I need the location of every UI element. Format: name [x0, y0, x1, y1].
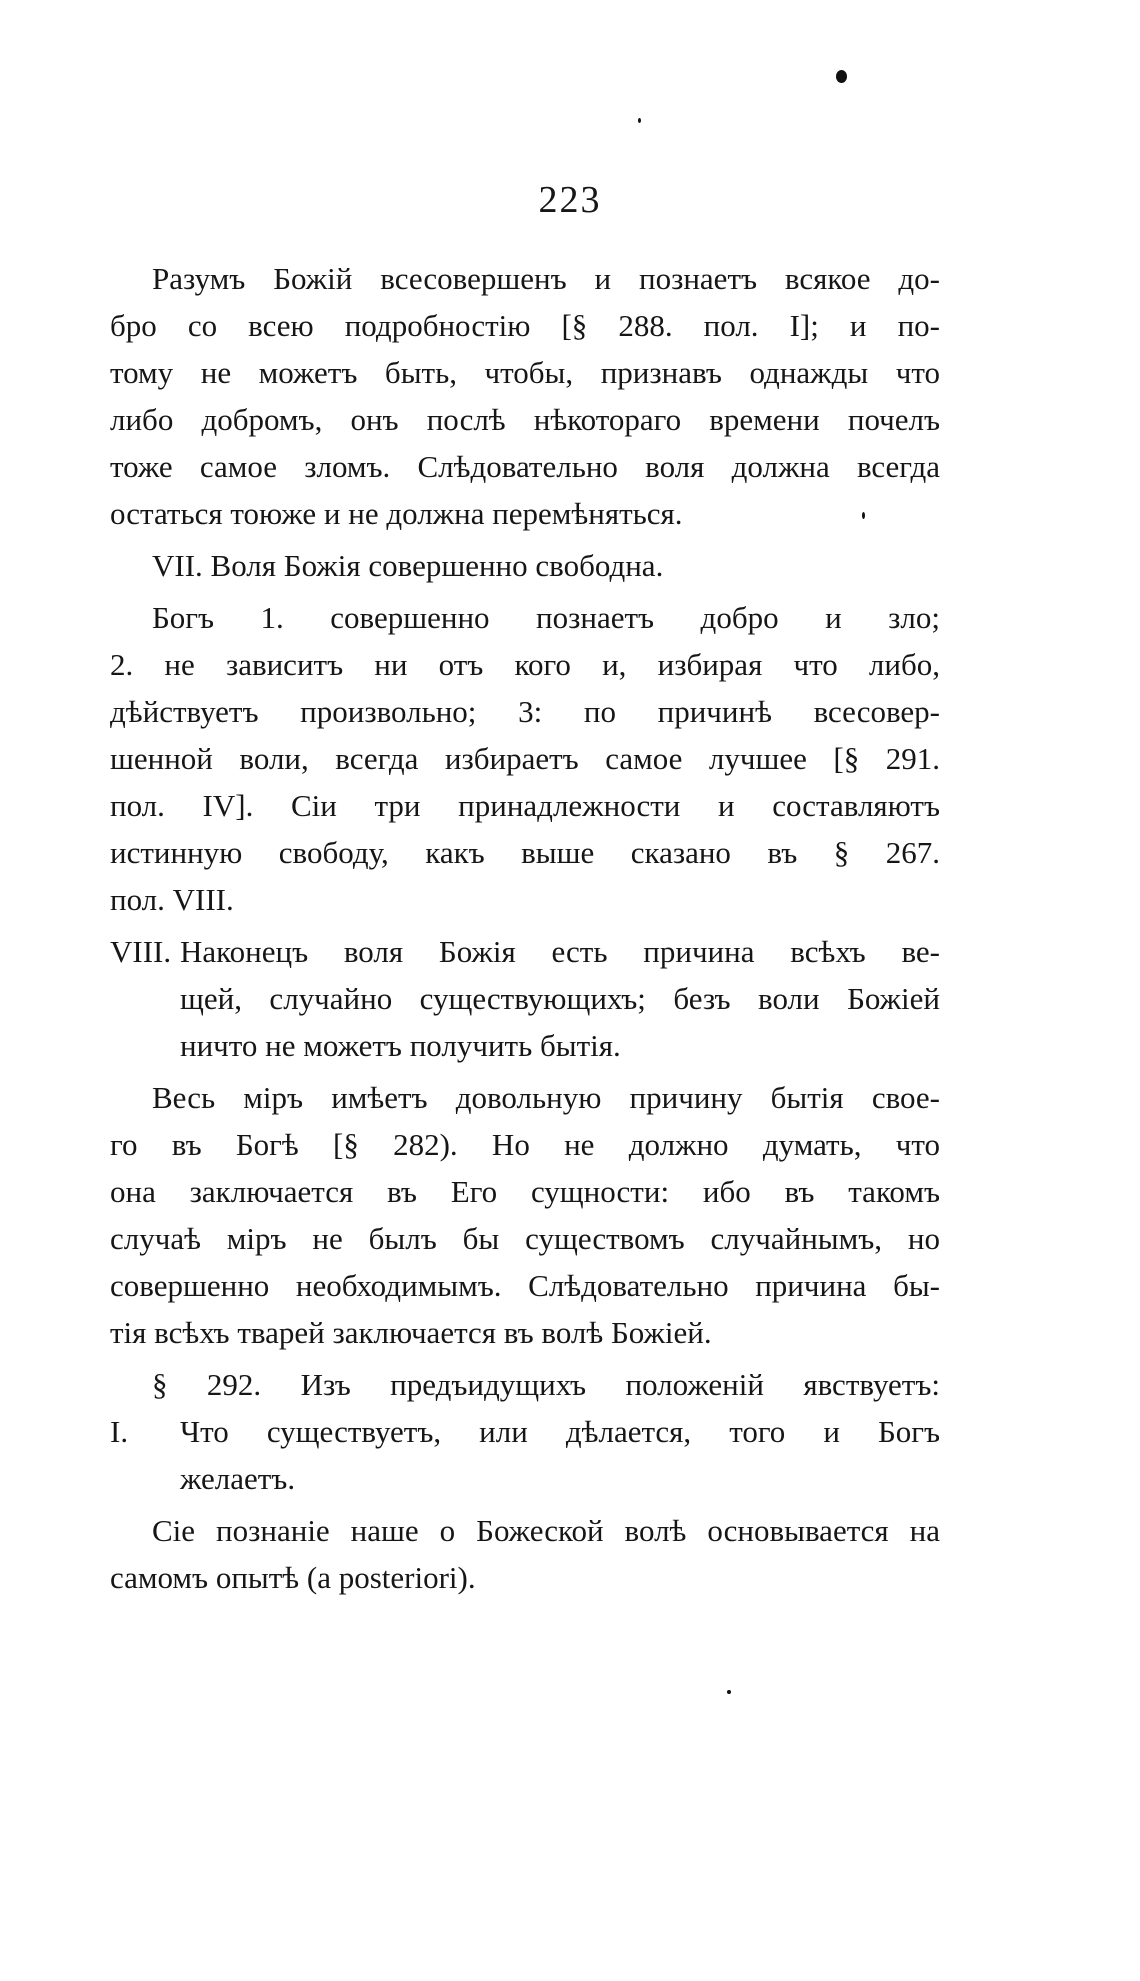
text-line: тоже самое зломъ. Слѣдовательно воля должна всегда	[110, 449, 940, 484]
paragraph	[110, 1361, 940, 1408]
page-number: 223	[538, 179, 602, 221]
text-line: тому не можетъ быть, чтобы, признавъ однажды что	[110, 355, 940, 390]
text-line: го въ Богѣ [§ 282). Но не должно думать, что	[110, 1127, 940, 1162]
text-line: случаѣ міръ не былъ бы существомъ случайнымъ, но	[110, 1221, 940, 1256]
text-line: Весь міръ имѣетъ довольную причину бытія свое-	[152, 1080, 940, 1115]
text-line: Разумъ Божій всесовершенъ и познаетъ всякое до-	[152, 261, 940, 296]
text-line: дѣйствуетъ произвольно; 3: по причинѣ всесовер-	[110, 694, 940, 729]
text-line: щей, случайно существующихъ; безъ воли Божіей	[180, 981, 940, 1016]
text-line: остаться тоюже и не должна перемѣняться.	[110, 496, 683, 531]
text-line: истинную свободу, какъ выше сказано въ § 267.	[110, 835, 940, 870]
text-line: совершенно необходимымъ. Слѣдовательно причина бы-	[110, 1268, 940, 1303]
body-text	[110, 255, 940, 1601]
text-line: Богъ 1. совершенно познаетъ добро и зло;	[152, 600, 940, 635]
paragraph	[110, 1507, 940, 1601]
text-line: Наконецъ воля Божія есть причина всѣхъ ве-	[180, 934, 940, 969]
section-heading-vii: VII. Воля Божія совершенно свободна.	[152, 548, 664, 583]
item-label: I.	[110, 1414, 129, 1449]
text-line: пол. VIII.	[110, 882, 234, 917]
text-line: шенной воли, всегда избираетъ самое лучшее [§ 291.	[110, 741, 940, 776]
paragraph	[110, 594, 940, 923]
numbered-item-i	[110, 1408, 940, 1502]
text-line: ничто не можетъ получить бытія.	[180, 1028, 621, 1063]
ink-speck	[836, 70, 847, 83]
ink-speck	[638, 118, 641, 123]
text-line: Сіе познаніе наше о Божеской волѣ основывается на	[152, 1513, 940, 1548]
text-line: Что существуетъ, или дѣлается, того и Богъ	[180, 1414, 940, 1449]
item-label: VIII.	[110, 934, 172, 969]
paragraph	[110, 1074, 940, 1356]
text-line: тія всѣхъ тварей заключается въ волѣ Божіей.	[110, 1315, 712, 1350]
text-line: бро со всею подробностію [§ 288. пол. I]; и по-	[110, 308, 940, 343]
paragraph	[110, 255, 940, 537]
text-line: 2. не зависитъ ни отъ кого и, избирая что либо,	[110, 647, 940, 682]
numbered-item-viii	[110, 928, 940, 1069]
text-line: самомъ опытѣ (a posteriori).	[110, 1560, 476, 1595]
section-heading-292: § 292. Изъ предъидущихъ положеній явствуетъ:	[152, 1367, 940, 1402]
ink-speck	[727, 1690, 731, 1694]
text-line: она заключается въ Его сущности: ибо въ такомъ	[110, 1174, 940, 1209]
text-line: пол. IV]. Сіи три принадлежности и составляютъ	[110, 788, 940, 823]
text-line: либо добромъ, онъ послѣ нѣкотораго времени почелъ	[110, 402, 940, 437]
text-line: желаетъ.	[180, 1461, 296, 1496]
